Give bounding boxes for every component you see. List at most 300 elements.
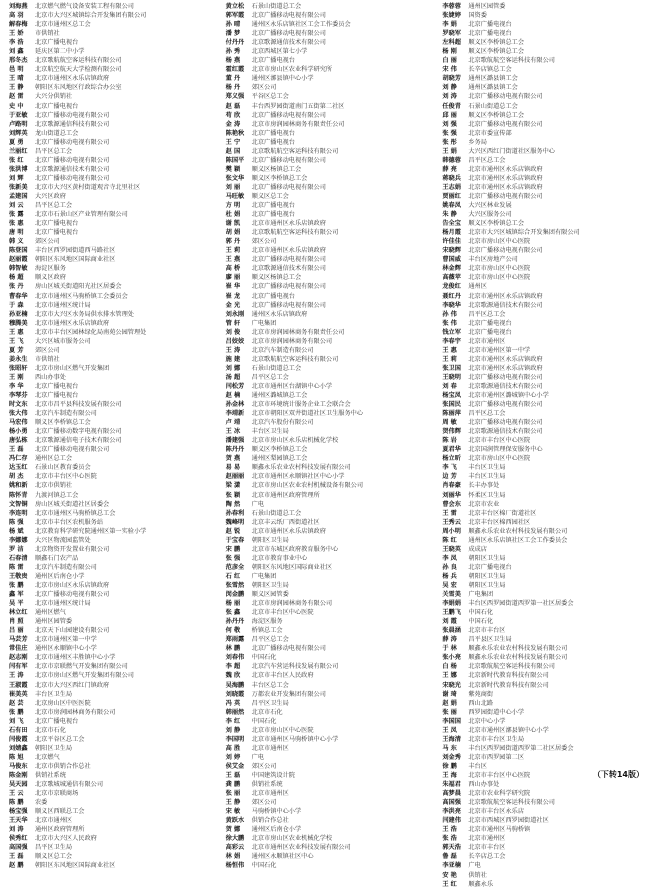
list-item xyxy=(226,735,433,744)
list-item xyxy=(226,780,433,789)
person-name: 石有田 xyxy=(9,726,28,734)
person-name: 徐大鹏 xyxy=(225,835,245,843)
person-name: 张 彤 xyxy=(442,138,457,146)
organization-name: 房山区城关街道阳光社区居委会 xyxy=(35,283,122,291)
list-item xyxy=(226,409,433,418)
person-name: 贺伟辉 xyxy=(442,428,461,436)
person-name: 刘海燕 xyxy=(9,3,28,10)
organization-name: 北京市丰台区永乐店 xyxy=(468,808,525,816)
list-item xyxy=(442,237,649,246)
organization-name: 北京市通州区永乐店镇政府 xyxy=(468,364,543,372)
organization-name: 北京市通州区永乐店镇政府 xyxy=(251,247,326,255)
organization-name: 通州区后南仓小学 xyxy=(251,826,302,834)
list-item xyxy=(9,671,216,680)
person-name: 张 伟 xyxy=(442,319,457,327)
person-name: 王 娟 xyxy=(442,147,457,155)
organization-name: 通州区后南仓小学 xyxy=(35,572,85,580)
organization-name: 通州区潞县镇工会 xyxy=(468,75,518,83)
organization-name: 北京市房山区永乐店机械化学校 xyxy=(251,437,339,445)
organization-name: 北京广播移动电视有限公司 xyxy=(251,301,326,309)
organization-name: 昌平区总工会 xyxy=(468,310,506,318)
list-item xyxy=(226,102,433,111)
organization-name: 北京市房润园林商务有限责任公司 xyxy=(251,328,345,336)
list-item xyxy=(9,273,216,282)
organization-name: 北京广播电视台 xyxy=(468,30,512,38)
organization-name: 北京市丰台区中心医院 xyxy=(251,609,314,617)
organization-name: 九渡河镇总工会 xyxy=(35,491,79,499)
person-name: 李洪亮 xyxy=(442,808,461,816)
person-name: 林 娟 xyxy=(225,853,241,861)
organization-name: 北京歌源通信技术有限公司 xyxy=(468,428,543,436)
organization-name: 北京广播移动电视有限公司 xyxy=(468,419,543,427)
organization-name: 北京市农业科学研究院 xyxy=(468,790,531,798)
organization-name: 北京歌源通信电子技术有限公司 xyxy=(35,437,122,445)
organization-name: 北京市京联商场 xyxy=(35,790,79,798)
person-name: 刘 静 xyxy=(442,84,457,92)
person-name: 杨 燕 xyxy=(225,57,241,65)
organization-name: 西山办事处 xyxy=(35,373,66,381)
person-name: 吕姣姣 xyxy=(225,337,245,345)
person-name: 王晓明 xyxy=(442,373,461,381)
list-item xyxy=(226,83,433,92)
person-name: 施 建 xyxy=(225,355,241,363)
person-name: 夏君华 xyxy=(442,446,461,454)
organization-name: 北京市供销合作总社 xyxy=(35,762,91,770)
organization-name: 北京市环境统计服务企业工会联合会 xyxy=(251,401,351,409)
organization-name: 北京广播电视台 xyxy=(35,229,79,237)
person-name: 胡 娟 xyxy=(225,229,241,237)
list-item xyxy=(226,391,433,400)
list-item xyxy=(226,843,433,852)
list-item xyxy=(442,129,649,138)
organization-name: 北京教育科学研究院通州区第一实验小学 xyxy=(35,527,147,535)
person-name: 夏 芳 xyxy=(9,346,24,354)
person-name: 周 敏 xyxy=(442,419,457,427)
person-name: 侯秀红 xyxy=(9,835,28,843)
organization-name: 北京广播移动电视有限公司 xyxy=(251,156,326,164)
list-item xyxy=(226,861,433,870)
list-item xyxy=(442,807,649,816)
person-name: 杨宝凤 xyxy=(442,392,461,400)
person-name: 刘 春 xyxy=(442,382,457,390)
person-name: 吴天园 xyxy=(9,781,28,789)
list-item xyxy=(226,500,433,509)
person-name: 赵丽霞 xyxy=(9,256,28,264)
list-item xyxy=(442,635,649,644)
list-item xyxy=(226,246,433,255)
person-name: 曹国威 xyxy=(442,256,461,264)
organization-name: 朝阳区卫生局 xyxy=(468,554,506,562)
person-name: 李晓华 xyxy=(442,301,461,309)
person-name: 卢路明 xyxy=(9,120,28,128)
person-name: 刘 俊 xyxy=(225,328,241,336)
person-name: 王晓英 xyxy=(442,545,461,553)
person-name: 魏 欣 xyxy=(225,672,241,680)
list-item xyxy=(9,536,216,545)
list-item xyxy=(442,608,649,617)
list-item xyxy=(9,11,216,20)
list-item xyxy=(442,92,649,101)
list-item xyxy=(442,445,649,454)
list-item xyxy=(226,228,433,237)
organization-name: 北京燃气燃气设备安装工程有限公司 xyxy=(35,3,134,10)
organization-name: 市供销社 xyxy=(35,30,60,38)
organization-name: 延庆区第二中小学 xyxy=(35,48,85,56)
list-item xyxy=(9,554,216,563)
list-item xyxy=(442,2,649,11)
organization-name: 北京市石化 xyxy=(35,726,66,734)
person-name: 贺 燕 xyxy=(225,455,241,463)
list-item xyxy=(442,156,649,165)
list-item xyxy=(9,861,216,870)
list-item xyxy=(9,255,216,264)
person-name: 李 华 xyxy=(9,382,24,390)
list-item xyxy=(442,671,649,680)
organization-name: 北京歌航航空客运科技有限公司 xyxy=(468,57,555,65)
organization-name: 北京市通州区马驹桥镇 xyxy=(468,826,531,834)
person-name: 史 中 xyxy=(9,102,24,110)
list-item xyxy=(226,762,433,771)
organization-name: 紫苑商街 xyxy=(468,690,494,698)
list-item xyxy=(9,147,216,156)
organization-name: 北京新时代教育科技有限公司 xyxy=(468,672,549,680)
organization-name: 北京汽车制造有限公司 xyxy=(35,410,97,418)
person-name: 张文华 xyxy=(225,174,245,182)
person-name: 李蓉蓉 xyxy=(442,3,461,10)
organization-name: 西山办事处 xyxy=(468,781,500,789)
person-name: 黄跃水 xyxy=(225,817,245,825)
person-name: 常佳庄 xyxy=(9,645,28,653)
organization-name: 北京市西城区西罗园街道社区 xyxy=(468,817,549,825)
list-item xyxy=(442,527,649,536)
list-item xyxy=(442,337,649,346)
organization-name: 朝阳区卫生局 xyxy=(251,582,289,589)
list-item xyxy=(442,228,649,237)
list-item xyxy=(226,463,433,472)
organization-name: 顺义区总工会 xyxy=(35,853,73,861)
person-name: 刘 辉 xyxy=(9,174,24,182)
organization-name: 供销社系统 xyxy=(251,781,283,789)
organization-name: 广电 xyxy=(468,862,481,870)
organization-name: 北京广播移动电视有限公司 xyxy=(251,12,326,20)
person-name: 于 林 xyxy=(442,645,457,653)
person-name: 闵金鹏 xyxy=(225,591,245,599)
organization-name: 北京广播移动电视有限公司 xyxy=(468,93,543,101)
list-item xyxy=(226,545,433,554)
person-name: 于宝春 xyxy=(225,536,245,544)
organization-name: 丰台西罗园街道南门五街第二社区 xyxy=(251,102,345,110)
organization-name: 北京天下山园建设有限公司 xyxy=(35,627,110,635)
person-name: 王 莉 xyxy=(442,355,457,363)
list-item xyxy=(442,409,649,418)
list-item xyxy=(226,319,433,328)
person-name: 黄立松 xyxy=(225,3,245,10)
list-item xyxy=(226,807,433,816)
person-name: 李国明 xyxy=(225,735,245,743)
person-name: 张 丹 xyxy=(9,283,24,291)
organization-name: 北京市丰台区卫生局 xyxy=(468,735,525,743)
person-name: 杨 刚 xyxy=(442,48,457,56)
organization-name: 北京广播电视台 xyxy=(35,717,79,725)
person-name: 苟 欣 xyxy=(225,111,241,119)
person-name: 肖 照 xyxy=(9,618,24,626)
person-name: 韩德蓉 xyxy=(442,156,461,164)
organization-name: 北京市房山区农业科学研究所 xyxy=(251,66,333,74)
person-name: 刘 静 xyxy=(225,726,241,734)
list-item xyxy=(9,156,216,165)
person-name: 张 鹏 xyxy=(9,708,24,716)
organization-name: 通州区 xyxy=(468,283,487,291)
organization-name: 北京广播电视台 xyxy=(251,138,295,146)
organization-name: 朝阳区卫生局 xyxy=(251,536,289,544)
person-name: 唐 明 xyxy=(9,229,24,237)
person-name: 王 磊 xyxy=(9,446,24,454)
organization-name: 北京广播电视台 xyxy=(468,328,512,336)
organization-name: 北京市通州区马驹桥镇工会委员会 xyxy=(35,292,128,300)
person-name: 王 娇 xyxy=(9,30,24,38)
list-item xyxy=(9,409,216,418)
person-name: 达玉红 xyxy=(9,464,28,472)
organization-name: 农委 xyxy=(35,799,48,807)
list-item xyxy=(9,364,216,373)
person-name: 张昭轩 xyxy=(9,364,28,372)
person-name: 任俊青 xyxy=(442,102,461,110)
person-name: 宋 伟 xyxy=(442,66,457,74)
list-item xyxy=(226,599,433,608)
person-name: 陈艳秋 xyxy=(225,129,245,137)
list-item xyxy=(442,373,649,382)
organization-name: 北京广播移动电视有限公司 xyxy=(35,138,110,146)
organization-name: 北京市大兴区城镇综合开发集团有限公司 xyxy=(35,12,147,20)
list-item xyxy=(9,219,216,228)
list-item xyxy=(9,328,216,337)
organization-name: 丰台区房地产公司 xyxy=(468,256,518,264)
list-item xyxy=(9,599,216,608)
person-name: 薛 涛 xyxy=(442,636,457,644)
organization-name: 北京丰台区棉厂街道社区 xyxy=(468,509,537,517)
person-name: 金 涛 xyxy=(225,120,241,128)
organization-name: 北京市通州区永乐店镇政府 xyxy=(468,355,543,363)
list-item xyxy=(442,599,649,608)
person-name: 陈 岩 xyxy=(442,437,457,445)
organization-name: 通州区园管委 xyxy=(35,618,73,626)
organization-name: 郊区公司 xyxy=(251,762,277,770)
list-item xyxy=(226,337,433,346)
organization-name: 北京广播移动电视有限公司 xyxy=(251,256,326,264)
list-item xyxy=(226,472,433,481)
person-name: 杨立昕 xyxy=(442,455,461,463)
organization-name: 郊区公司 xyxy=(35,346,60,354)
organization-name: 北京市石景山区产业管理有限公司 xyxy=(35,211,128,219)
list-item xyxy=(442,816,649,825)
organization-name: 北京燃气 xyxy=(35,753,60,761)
list-item xyxy=(226,192,433,201)
person-name: 贾丽红 xyxy=(442,192,461,200)
person-name: 马旺敏 xyxy=(225,192,245,200)
person-name: 杨月霞 xyxy=(442,229,461,237)
person-name: 王 静 xyxy=(9,84,24,92)
list-item xyxy=(9,373,216,382)
list-item xyxy=(9,753,216,762)
person-name: 刘 丽 xyxy=(225,183,241,191)
organization-name: 顺义区李桥镇总工会 xyxy=(35,419,91,427)
list-item xyxy=(442,545,649,554)
list-item xyxy=(226,825,433,834)
person-name: 白 杨 xyxy=(442,663,457,671)
organization-name: 北京市房山区中心医院 xyxy=(468,265,531,273)
list-item xyxy=(9,581,216,590)
organization-name: 北京市委宣传部 xyxy=(468,129,512,137)
organization-name: 北京广播移动电视有限公司 xyxy=(251,183,326,191)
organization-name: 北京市通州区永乐店镇政府 xyxy=(468,165,543,173)
list-item xyxy=(9,264,216,273)
person-name: 刘 涛 xyxy=(442,93,457,101)
organization-name: 北京市通州区 xyxy=(468,835,506,843)
list-item xyxy=(9,744,216,753)
person-name: 汤 超 xyxy=(225,373,241,381)
list-item xyxy=(9,391,216,400)
person-name: 刘 飞 xyxy=(9,717,24,725)
organization-name: 北京广播移动数字电视有限公司 xyxy=(35,428,122,436)
organization-name: 北京市通州区第一中学 xyxy=(468,346,531,354)
organization-name: 北京市昌平县科技发展有限公司 xyxy=(35,401,122,409)
organization-name: 北京航空航天大学检测有限公司 xyxy=(35,66,122,74)
person-name: 冯仁存 xyxy=(9,455,28,463)
organization-name: 北京市供销社 xyxy=(35,482,73,490)
person-name: 林金辉 xyxy=(442,265,461,273)
person-name: 高 胜 xyxy=(225,744,241,752)
list-item xyxy=(9,500,216,509)
list-item xyxy=(442,690,649,699)
person-name: 马俊东 xyxy=(9,762,28,770)
person-name: 梁 潇 xyxy=(225,482,241,490)
person-name: 张 丽 xyxy=(225,790,241,798)
person-name: 孙丹丹 xyxy=(225,618,245,626)
person-name: 刘 强 xyxy=(442,120,457,128)
list-item xyxy=(9,382,216,391)
organization-name: 北京市丰台区 xyxy=(468,627,506,635)
person-name: 高国强 xyxy=(9,844,28,852)
person-name: 张大伟 xyxy=(9,410,28,418)
person-name: 李连明 xyxy=(9,509,28,517)
list-item xyxy=(9,301,216,310)
organization-name: 北京广播移动电视有限公司 xyxy=(251,30,326,38)
list-item xyxy=(226,382,433,391)
list-item xyxy=(9,681,216,690)
list-item xyxy=(442,147,649,156)
list-item xyxy=(442,183,649,192)
organization-name: 北京市大兴区人民政府 xyxy=(35,835,97,843)
organization-name: 北京歌城城通信有限公司 xyxy=(35,781,104,789)
organization-name: 通州区总工会 xyxy=(35,455,73,463)
organization-name: 国资委 xyxy=(468,12,487,20)
person-name: 郭天浩 xyxy=(442,844,461,852)
organization-name: 北京广播电视台 xyxy=(251,129,295,137)
list-item xyxy=(442,246,649,255)
list-item xyxy=(9,617,216,626)
list-item xyxy=(442,364,649,373)
list-item xyxy=(442,29,649,38)
person-name: 王志娟 xyxy=(442,183,461,191)
list-item xyxy=(442,436,649,445)
organization-name: 昌平区总工会 xyxy=(468,410,506,418)
organization-name: 郊区公司 xyxy=(251,238,277,246)
person-name: 于 森 xyxy=(9,301,24,309)
organization-name: 中国石化 xyxy=(251,717,277,725)
list-item xyxy=(226,445,433,454)
organization-name: 北京市房山区中心医院 xyxy=(468,455,531,463)
person-name: 王 燕 xyxy=(225,256,241,264)
person-name: 赵 磊 xyxy=(225,102,241,110)
person-name: 肖春豪 xyxy=(442,482,461,490)
organization-name: 平谷区总工会 xyxy=(251,93,289,101)
organization-name: 北京汽车制造有限公司 xyxy=(251,346,314,354)
organization-name: 丰台区西罗园街道西马路社区 xyxy=(35,247,116,255)
organization-name: 北京市丰台区园林绿化局南苑公园管理处 xyxy=(35,328,147,336)
organization-name: 北京广播移动电视有限公司 xyxy=(468,120,543,128)
organization-name: 北京市丰台区中心医院 xyxy=(35,473,97,481)
list-item xyxy=(442,138,649,147)
name-column-3 xyxy=(442,2,649,889)
organization-name: 北京市房山区永乐店镇政府 xyxy=(35,582,110,589)
list-item xyxy=(226,111,433,120)
list-item xyxy=(442,509,649,518)
person-name: 罗晓军 xyxy=(442,30,461,38)
list-item xyxy=(226,852,433,861)
person-name: 左科超 xyxy=(442,39,461,47)
person-name: 李春宇 xyxy=(442,337,461,345)
list-item xyxy=(226,563,433,572)
organization-name: 顺义区李桥镇总工会 xyxy=(468,220,525,228)
person-name: 李娟娟 xyxy=(442,600,461,608)
person-name: 张 鹏 xyxy=(9,582,24,589)
organization-name: 北京西城区第七小学 xyxy=(251,48,308,56)
person-name: 郑义强 xyxy=(225,93,245,101)
person-name: 刘辉英 xyxy=(9,129,28,137)
list-item xyxy=(9,626,216,635)
list-item xyxy=(226,301,433,310)
organization-name: 丰台区卫生局 xyxy=(468,464,506,472)
person-name: 张 鑫 xyxy=(225,609,241,617)
organization-name: 顺义区杨镇总工会 xyxy=(251,165,302,173)
list-item xyxy=(9,20,216,29)
organization-name: 昌平区总工会 xyxy=(251,373,289,381)
list-item xyxy=(226,554,433,563)
list-item xyxy=(226,436,433,445)
person-name: 赵志刚 xyxy=(9,654,28,662)
list-item xyxy=(9,120,216,129)
list-item xyxy=(442,789,649,798)
person-name: 马 东 xyxy=(442,744,457,752)
person-name: 石 红 xyxy=(225,572,241,580)
person-name: 宋 鹏 xyxy=(225,545,241,553)
person-name: 王 晴 xyxy=(9,75,24,83)
person-name: 孟建国 xyxy=(9,192,28,200)
list-item xyxy=(442,717,649,726)
person-name: 吴海鹏 xyxy=(225,681,245,689)
person-name: 陈怀青 xyxy=(9,491,28,499)
list-item xyxy=(9,653,216,662)
list-item xyxy=(9,572,216,581)
list-item xyxy=(226,38,433,47)
person-name: 许佳佳 xyxy=(442,238,461,246)
person-name: 赵 雷 xyxy=(9,93,24,101)
organization-name: 昌平区总工会 xyxy=(468,156,506,164)
organization-name: 大兴区城市服务公司 xyxy=(35,337,91,345)
list-item xyxy=(226,219,433,228)
list-item xyxy=(9,834,216,843)
person-name: 杨宝强 xyxy=(9,808,28,816)
